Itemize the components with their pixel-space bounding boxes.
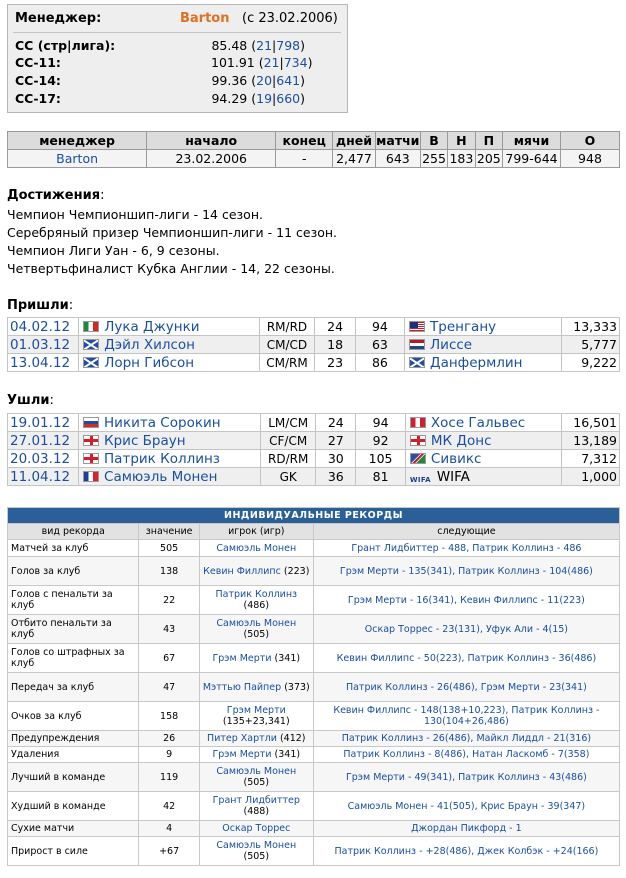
record-value: 505 — [139, 540, 199, 557]
record-next-link[interactable]: Патрик Коллинз - 486 — [472, 542, 582, 554]
transfer-position: CF/CM — [260, 432, 315, 450]
record-row — [8, 615, 620, 644]
transfer-rating: 92 — [356, 432, 406, 450]
transfer-player-link[interactable]: Дэйл Хилсон — [104, 336, 195, 353]
rating-value-group: 85.48 (21|798) — [211, 38, 305, 53]
transfer-club-cell — [405, 450, 561, 468]
record-player-link[interactable]: Самюэль Монен — [216, 618, 297, 629]
records-col-header: следующие — [313, 524, 619, 540]
transfer-position: RD/RM — [260, 450, 315, 468]
record-player-cell — [199, 747, 313, 763]
record-player-cell — [199, 731, 313, 747]
record-row — [8, 644, 620, 673]
rating-rank-country-link[interactable]: 21 — [256, 38, 273, 53]
transfer-age: 23 — [315, 354, 355, 372]
rating-label: СС-11: — [15, 55, 61, 70]
record-player-link[interactable]: Грэм Мерти — [212, 652, 272, 664]
manager-row — [15, 11, 341, 26]
record-next-link[interactable]: Патрик Коллинз - +28(486), — [334, 845, 478, 857]
transfer-club-link[interactable]: Лиссе — [430, 336, 473, 353]
transfer-date-link[interactable]: 20.03.12 — [8, 450, 79, 468]
record-value: 138 — [139, 557, 199, 586]
achievements-list — [7, 206, 337, 278]
transfer-row — [8, 318, 620, 336]
transfer-date-link[interactable]: 13.04.12 — [8, 354, 79, 372]
record-value: 42 — [139, 792, 199, 821]
record-next-link[interactable]: Грэм Мерти - 49(341), — [345, 771, 459, 783]
record-next-link[interactable]: Самюэль Монен - 41(505), — [347, 800, 481, 812]
stats-cell: - — [276, 150, 333, 168]
arrived-table — [7, 317, 620, 372]
transfer-player-cell — [79, 354, 259, 372]
flag-peru-icon — [410, 417, 426, 428]
record-row — [8, 792, 620, 821]
rating-rank-country-link[interactable]: 19 — [256, 91, 273, 106]
record-player-games: (505) — [243, 777, 270, 788]
stats-cell: 2,477 — [333, 150, 376, 168]
achievement-item: Чемпион Чемпионшип-лиги - 14 сезон. — [7, 207, 263, 222]
arrived-title — [7, 298, 73, 313]
record-next-link[interactable]: Джек Колбэк - +24(166) — [477, 845, 599, 857]
record-player-cell — [199, 644, 313, 673]
rating-value: 101.91 — [211, 55, 255, 70]
stats-col-header: мячи — [503, 132, 561, 150]
record-player-cell — [199, 673, 313, 702]
flag-malaysia-icon — [409, 321, 425, 332]
transfer-player-cell — [79, 450, 261, 468]
record-next-link[interactable]: Оскар Торрес - 23(131), — [364, 623, 486, 635]
record-type: Прирост в силе — [8, 837, 139, 866]
flag-france-icon — [83, 471, 99, 482]
record-row — [8, 540, 620, 557]
departed-table — [7, 413, 620, 486]
record-next-link[interactable]: Грэм Мерти - 23(341) — [480, 681, 587, 693]
record-value: 47 — [139, 673, 199, 702]
record-value: 67 — [139, 644, 199, 673]
record-next-link[interactable]: Патрик Коллинз - 26(486), — [345, 681, 481, 693]
rating-rank-country-link[interactable]: 21 — [263, 55, 280, 70]
records-col-header: игрок (игр) — [199, 524, 313, 540]
record-row — [8, 586, 620, 615]
transfer-player-cell — [79, 336, 259, 354]
manager-info-box — [7, 4, 348, 113]
record-next-link[interactable]: Кевин Филлипс - 11(223) — [460, 594, 585, 606]
record-next-link[interactable]: Грэм Мерти - 16(341), — [347, 594, 461, 606]
record-player-games: (223) — [283, 565, 310, 577]
wifa-logo-icon: WIFA — [409, 475, 431, 484]
transfer-club-link[interactable]: Данфермлин — [430, 354, 523, 371]
manager-name-link[interactable]: Barton — [180, 11, 230, 26]
record-player-link[interactable]: Кевин Филлипс — [203, 565, 281, 577]
record-value: 9 — [139, 747, 199, 763]
transfer-club-link[interactable]: Сивикс — [430, 450, 482, 467]
record-value: 43 — [139, 615, 199, 644]
record-next-cell — [313, 557, 619, 586]
record-row — [8, 557, 620, 586]
flag-scotland-icon — [83, 357, 99, 368]
record-type: Сухие матчи — [8, 821, 139, 837]
record-next-cell — [313, 792, 619, 821]
transfer-age: 24 — [315, 318, 355, 336]
record-type: Очков за клуб — [8, 702, 139, 731]
transfer-player-link[interactable]: Никита Сорокин — [104, 414, 221, 431]
record-row — [8, 747, 620, 763]
divider — [13, 32, 341, 33]
record-player-cell — [199, 821, 313, 837]
manager-since: (с 23.02.2006) — [242, 11, 338, 26]
transfer-position: CM/RM — [259, 354, 315, 372]
transfer-rating: 105 — [356, 450, 406, 468]
transfer-player-link[interactable]: Лорн Гибсон — [104, 354, 195, 371]
record-type: Удаления — [8, 747, 139, 763]
transfer-club-link[interactable]: МК Донс — [430, 432, 492, 449]
stats-cell: 643 — [375, 150, 420, 168]
rating-row — [15, 91, 335, 106]
flag-italy-icon — [83, 321, 99, 332]
record-player-link[interactable]: Грант Лидбиттер — [212, 795, 300, 806]
transfer-row — [8, 336, 620, 354]
stats-cell: 205 — [476, 151, 501, 166]
record-player-games: (486) — [243, 600, 270, 611]
achievement-item: Серебряный призер Чемпионшип-лиги - 11 сезон. — [7, 225, 338, 240]
transfer-club-name: WIFA — [436, 468, 470, 485]
record-next-cell — [313, 586, 619, 615]
record-player-cell — [199, 615, 313, 644]
transfer-player-cell — [79, 414, 261, 432]
transfer-club-link[interactable]: Хосе Гальвес — [430, 414, 526, 431]
rating-rank-league-link[interactable]: 734 — [283, 55, 308, 70]
transfer-row — [8, 432, 620, 450]
record-next-link[interactable]: Патрик Коллинз - 130(104+26,486) — [423, 705, 600, 727]
transfer-age: 30 — [316, 450, 356, 468]
record-value: +67 — [139, 837, 199, 866]
record-player-cell — [199, 792, 313, 821]
record-player-cell — [199, 540, 313, 557]
transfer-fee: 13,189 — [562, 432, 620, 450]
stats-cell: 799-644 — [503, 150, 561, 168]
record-next-cell — [313, 644, 619, 673]
transfer-rating: 94 — [355, 318, 404, 336]
record-type: Отбито пенальти за клуб — [8, 615, 139, 644]
transfer-club-cell — [405, 468, 561, 486]
transfer-age: 27 — [316, 432, 356, 450]
record-type: Предупреждения — [8, 731, 139, 747]
transfer-age: 24 — [316, 414, 356, 432]
record-next-link[interactable]: Крис Браун - 39(347) — [480, 800, 586, 812]
record-row — [8, 821, 620, 837]
transfer-age: 18 — [315, 336, 355, 354]
stats-col-header: дней — [333, 132, 376, 150]
record-type: Голов с пенальти за клуб — [8, 586, 139, 615]
manager-label: Менеджер: — [15, 11, 102, 26]
arrived-title-colon: : — [68, 298, 74, 313]
transfer-age: 36 — [316, 468, 356, 486]
record-player-link[interactable]: Мэттью Пайпер — [202, 681, 282, 693]
departed-title-text: Ушли — [7, 393, 50, 408]
stats-cell: 23.02.2006 — [147, 150, 276, 168]
flag-scotland-icon — [83, 339, 99, 350]
stats-col-header: В — [420, 132, 447, 150]
record-type: Голов за клуб — [8, 557, 139, 586]
achievements-title-colon: : — [100, 188, 105, 203]
record-player-cell — [199, 586, 313, 615]
record-next-cell — [313, 763, 619, 792]
stats-col-header: Н — [448, 132, 475, 150]
transfer-club-cell — [405, 432, 561, 450]
record-next-link[interactable]: Кевин Филлипс - 148(138+10,223), — [333, 705, 512, 716]
record-next-link[interactable]: Кевин Филлипс - 50(223), — [336, 652, 468, 664]
transfer-rating: 94 — [356, 414, 406, 432]
record-next-link[interactable]: Патрик Коллинз - 8(486), — [343, 749, 473, 760]
rating-rank-league-link[interactable]: 641 — [276, 73, 301, 88]
rating-row — [15, 38, 335, 53]
rating-label: СС-17: — [15, 91, 61, 106]
record-type: Передач за клуб — [8, 673, 139, 702]
rating-value-group: 99.36 (20|641) — [211, 73, 305, 88]
record-row — [8, 731, 620, 747]
record-row — [8, 837, 620, 866]
records-title: ИНДИВИДУАЛЬНЫЕ РЕКОРДЫ — [8, 508, 620, 524]
record-next-link[interactable]: Грэм Мерти - 135(341), — [339, 565, 459, 577]
flag-scotland-icon — [409, 357, 425, 368]
transfer-fee: 9,222 — [562, 354, 620, 372]
record-row — [8, 763, 620, 792]
transfer-position: GK — [260, 468, 315, 486]
record-player-link[interactable]: Самюэль Монен — [216, 766, 297, 777]
arrived-title-text: Пришли — [7, 298, 69, 313]
record-next-link[interactable]: Грант Лидбиттер - 488, — [351, 542, 473, 554]
stats-col-header: О — [560, 132, 619, 150]
stats-cell: 183 — [449, 151, 474, 166]
transfer-club-cell — [405, 354, 562, 372]
record-player-link[interactable]: Грэм Мерти — [212, 749, 272, 760]
record-row — [8, 673, 620, 702]
record-player-cell — [199, 557, 313, 586]
record-player-cell — [199, 702, 313, 731]
transfer-fee: 1,000 — [562, 468, 620, 486]
transfer-position: CM/CD — [259, 336, 315, 354]
record-player-cell — [199, 837, 313, 866]
record-player-games: (341) — [274, 749, 301, 760]
record-player-link[interactable]: Питер Хартли — [207, 733, 277, 744]
transfer-player-cell — [79, 318, 259, 336]
achievement-item: Чемпион Лиги Уан - 6, 9 сезоны. — [7, 243, 220, 258]
rating-value: 99.36 — [211, 73, 248, 88]
stats-cell: 255 — [422, 151, 446, 166]
departed-title-colon: : — [49, 393, 54, 408]
record-value: 22 — [139, 586, 199, 615]
transfer-player-cell — [79, 468, 261, 486]
stats-cell: 948 — [560, 150, 619, 168]
departed-title — [7, 393, 54, 408]
record-player-games: (135+23,341) — [222, 716, 290, 727]
transfer-club-link[interactable]: Тренгану — [430, 318, 497, 335]
transfer-player-link[interactable]: Лука Джунки — [104, 318, 200, 335]
record-type: Лучший в команде — [8, 763, 139, 792]
record-type: Матчей за клуб — [8, 540, 139, 557]
record-player-games: (505) — [243, 629, 270, 640]
transfer-club-cell — [405, 336, 562, 354]
rating-rank-league-link[interactable]: 798 — [276, 38, 301, 53]
record-next-link[interactable]: Патрик Коллинз - 36(486) — [467, 652, 597, 664]
transfer-player-cell — [79, 432, 261, 450]
rating-rank-country-link[interactable]: 20 — [256, 73, 273, 88]
record-next-link[interactable]: Майкл Лиддл - 21(316) — [476, 733, 592, 744]
transfer-fee: 5,777 — [562, 336, 620, 354]
flag-england-icon — [83, 435, 99, 446]
transfer-date-link[interactable]: 04.02.12 — [8, 318, 79, 336]
transfer-player-link[interactable]: Самюэль Монен — [104, 468, 218, 485]
rating-value-group: 94.29 (19|660) — [211, 91, 305, 106]
record-row — [8, 702, 620, 731]
transfer-fee: 13,333 — [562, 318, 620, 336]
record-player-games: (341) — [274, 652, 301, 664]
transfer-position: LM/CM — [260, 414, 315, 432]
record-next-cell — [313, 673, 619, 702]
transfer-date-link[interactable]: 27.01.12 — [8, 432, 79, 450]
transfer-rating: 81 — [356, 468, 406, 486]
record-player-link[interactable]: Оскар Торрес — [222, 823, 291, 834]
rating-label: СС-14: — [15, 73, 61, 88]
record-value: 158 — [139, 702, 199, 731]
transfer-row — [8, 354, 620, 372]
stats-col-header: менеджер — [8, 132, 147, 150]
rating-value: 94.29 — [211, 91, 248, 106]
rating-rank-league-link[interactable]: 660 — [276, 91, 301, 106]
record-next-link[interactable]: Патрик Коллинз - 104(486) — [458, 565, 593, 577]
achievements-title — [7, 188, 104, 203]
record-player-link[interactable]: Самюэль Монен — [216, 840, 297, 851]
record-player-link[interactable]: Патрик Коллинз — [215, 589, 298, 600]
flag-england-icon — [410, 435, 426, 446]
transfer-fee: 7,312 — [562, 450, 620, 468]
transfer-club-cell — [405, 414, 561, 432]
achievements-title-text: Достижения — [7, 188, 101, 203]
record-player-games: (505) — [243, 851, 270, 862]
transfer-fee: 16,501 — [562, 414, 620, 432]
stats-col-header: матчи — [376, 133, 420, 148]
flag-england-icon — [83, 453, 99, 464]
record-next-cell — [313, 837, 619, 866]
transfer-date-link[interactable]: 01.03.12 — [8, 336, 79, 354]
record-value: 119 — [139, 763, 199, 792]
record-next-cell — [313, 615, 619, 644]
record-value: 4 — [139, 821, 199, 837]
rating-value-group: 101.91 (21|734) — [211, 55, 313, 70]
transfer-player-link[interactable]: Патрик Коллинз — [104, 450, 220, 467]
record-next-link[interactable]: Джордан Пикфорд - 1 — [411, 823, 522, 834]
rating-value: 85.48 — [211, 38, 248, 53]
individual-records-table — [7, 507, 620, 866]
record-next-cell — [313, 540, 619, 557]
record-next-cell — [313, 702, 619, 731]
flag-netherlands-icon — [409, 339, 425, 350]
record-next-cell — [313, 821, 619, 837]
record-type: Голов со штрафных за клуб — [8, 644, 139, 673]
record-player-games: (488) — [243, 806, 270, 817]
record-next-link[interactable]: Патрик Коллинз - 26(486), — [341, 733, 477, 744]
transfer-date-link[interactable]: 11.04.12 — [8, 468, 79, 486]
rating-row — [15, 55, 335, 70]
record-next-link[interactable]: Натан Ласкомб - 7(358) — [472, 749, 590, 760]
record-player-link[interactable]: Грэм Мерти — [226, 705, 286, 716]
records-col-header: значение — [139, 524, 199, 540]
transfer-position: RM/RD — [259, 318, 315, 336]
manager-stats-table — [7, 131, 620, 168]
transfer-club-cell — [405, 318, 562, 336]
record-player-games: (412) — [279, 733, 306, 744]
record-next-cell — [313, 731, 619, 747]
flag-namibia-icon — [410, 453, 426, 464]
record-value: 26 — [139, 731, 199, 747]
rating-row — [15, 73, 335, 88]
achievement-item: Четвертьфиналист Кубка Англии - 14, 22 сезоны. — [7, 261, 335, 276]
records-col-header: вид рекорда — [8, 524, 139, 540]
transfer-date-link[interactable]: 19.01.12 — [8, 414, 79, 432]
stats-col-header: П — [475, 132, 502, 150]
transfer-row — [8, 450, 620, 468]
stats-col-header: начало — [147, 132, 276, 150]
record-type: Худший в команде — [8, 792, 139, 821]
rating-label: СС (стр|лига): — [15, 38, 116, 53]
record-next-link[interactable]: Уфук Али - 4(15) — [485, 623, 569, 635]
stats-manager-link[interactable]: Barton — [8, 150, 147, 168]
record-next-link[interactable]: Патрик Коллинз - 43(486) — [458, 771, 587, 783]
transfer-player-link[interactable]: Крис Браун — [104, 432, 186, 449]
flag-russia-icon — [83, 417, 99, 428]
record-player-games: (373) — [284, 681, 310, 693]
record-player-link[interactable]: Самюэль Монен — [216, 542, 297, 554]
transfer-row — [8, 468, 620, 486]
transfer-rating: 86 — [355, 354, 404, 372]
record-next-cell — [313, 747, 619, 763]
stats-col-header: конец — [276, 132, 333, 150]
transfer-rating: 63 — [355, 336, 404, 354]
transfer-row — [8, 414, 620, 432]
record-player-cell — [199, 763, 313, 792]
